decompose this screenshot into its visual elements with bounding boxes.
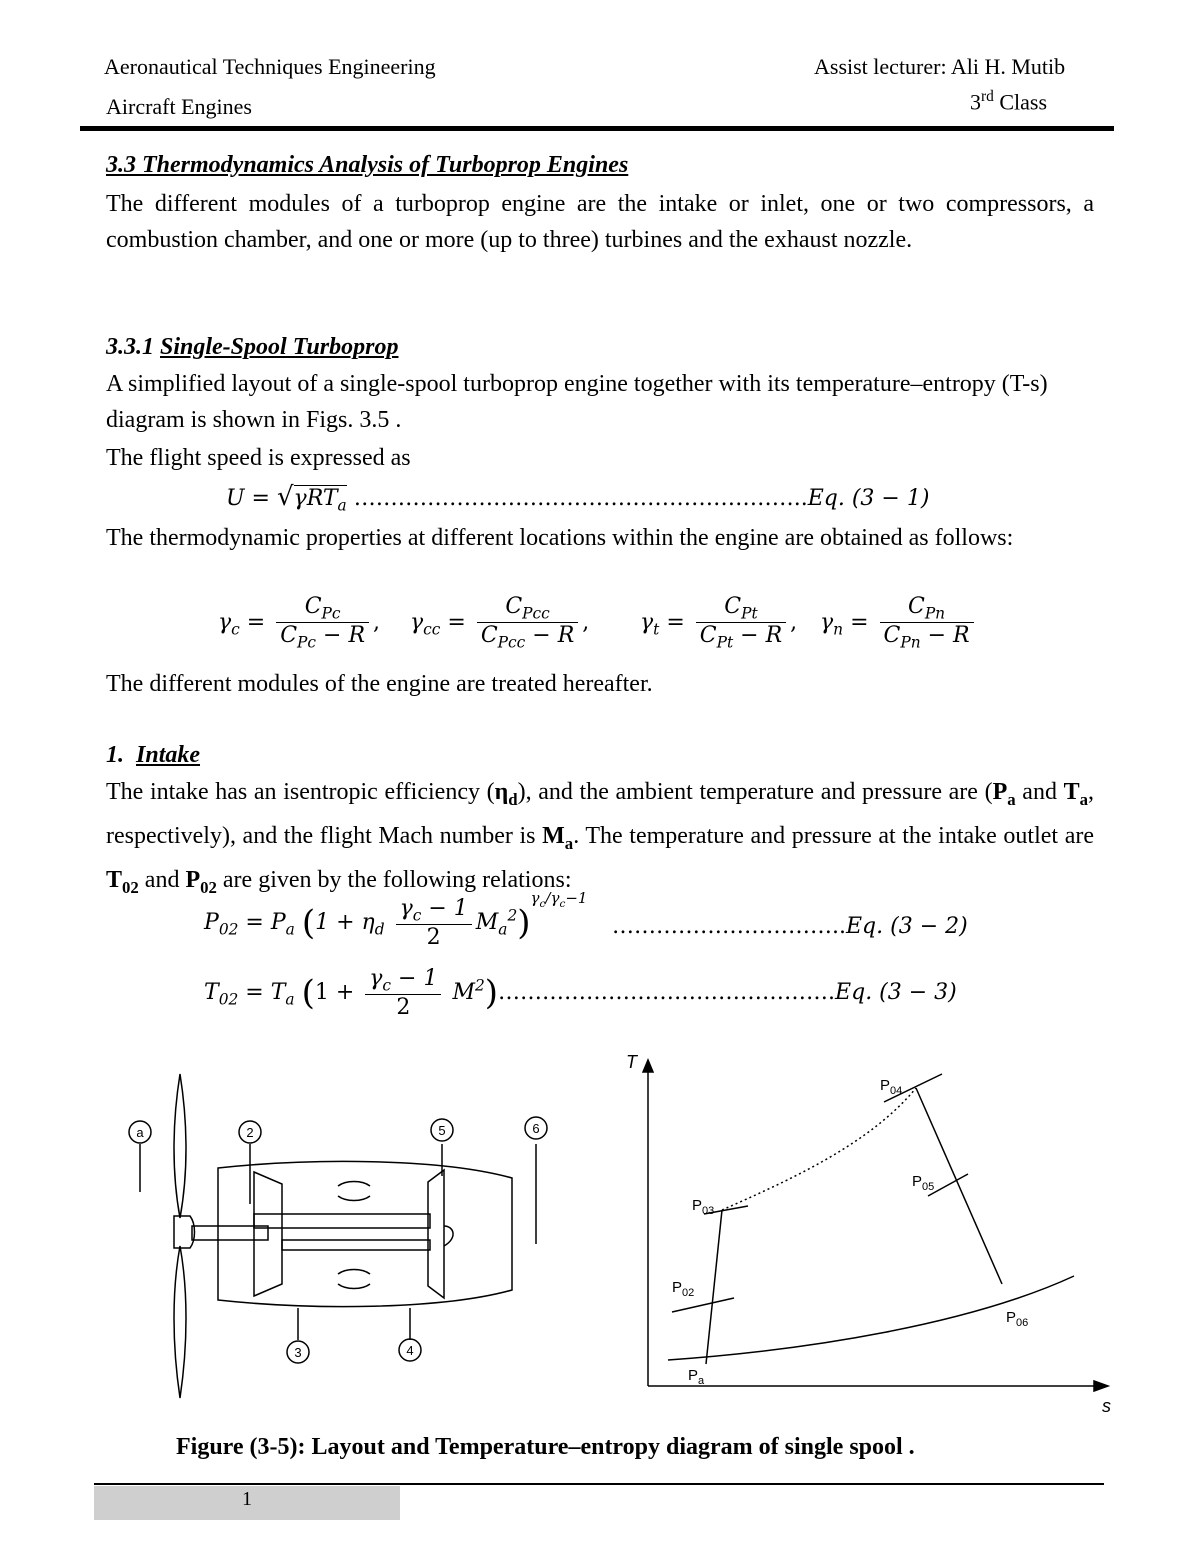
subsection-paragraph-4: The different modules of the engine are treated hereafter. <box>106 671 653 697</box>
point-pa: $P_a$ <box>688 1367 705 1387</box>
gamma-definition-n: $\gamma_n$ = $\frac{C_{Pn}}{C_{Pn} - R}$ <box>820 594 978 652</box>
equation-3-1: U = √γRT$_a$ ……………………………………………………..Eq. (3 − 1) <box>226 482 930 515</box>
subsection-paragraph-1: A simplified layout of a single-spool turboprop engine together with its temperature–entropy (T-s) diagram is shown in Figs. 3.5 . <box>106 371 1048 433</box>
combustion-process <box>722 1088 916 1210</box>
section-paragraph: The different modules of a turboprop engine are the intake or inlet, one or two compressors, a combustion chamber, and one or more (up to three) turbines and the exhaust nozzle. <box>106 191 1094 253</box>
header-course: Aeronautical Techniques Engineering <box>104 54 436 79</box>
header-class: 3rd Class <box>970 88 1048 115</box>
subsection-paragraph-3: The thermodynamic properties at different locations within the engine are obtained as follows: <box>106 525 1014 551</box>
header-lecturer: Assist lecturer: Ali H. Mutib <box>814 54 1066 79</box>
station-label-3: 3 <box>294 1345 302 1360</box>
exhaust-cone <box>444 1226 453 1246</box>
gamma-definition-t: $\gamma_t$ = $\frac{C_{Pt}}{C_{Pt} - R}$ , <box>640 594 798 652</box>
header-subject: Aircraft Engines <box>106 94 252 119</box>
point-p04: $P_{04}$ <box>880 1077 903 1097</box>
station-label-a: a <box>136 1125 144 1140</box>
equation-3-2: $P_{02} = P_a$ ($1 + \eta_d$ $\frac{\gamma_c - 1}{2}$ $M_a^2)^{\gamma_c/\gamma_c-1}$ <box>204 889 588 951</box>
ts-y-arrow <box>643 1060 653 1072</box>
ts-y-label: T <box>626 1052 637 1072</box>
engine-spool-inner <box>282 1240 430 1250</box>
equation-3-2-label: …………………………..Eq. (3 − 2) <box>612 914 968 939</box>
station-label-2: 2 <box>246 1125 254 1140</box>
turbine-disk <box>428 1170 444 1298</box>
section-title: 3.3 Thermodynamics Analysis of Turboprop Engines <box>106 152 629 178</box>
combustor-upper <box>338 1182 370 1201</box>
ts-diagram <box>610 1044 1130 1424</box>
point-p02: $P_{02}$ <box>672 1279 695 1299</box>
engine-layout-diagram <box>110 1064 570 1414</box>
ts-x-label: s <box>1102 1396 1111 1416</box>
figure-caption: Figure (3-5): Layout and Temperature–entropy diagram of single spool . <box>176 1434 915 1460</box>
point-p05: $P_{05}$ <box>912 1173 935 1193</box>
equation-3-3: $T_{02} = T_a$ (1 + $\frac{\gamma_c - 1}{2}$ $M^2)\dots\dots\dots\dots\dots\dots\dots\dots\dots\dots\dots\dots\dots\dots\dots.Eq$. (3 − 3) <box>204 966 957 1021</box>
header-rule <box>80 126 1114 131</box>
gamma-definition-cc: $\gamma_{cc}$ = $\frac{C_{Pcc}}{C_{Pcc} - R}$ , <box>410 594 590 652</box>
point-p06: $P_{06}$ <box>1006 1309 1029 1329</box>
intake-paragraph: The intake has an isentropic efficiency $(\eta_d)$, and the ambient temperature and pressure are ($P_a$ and $T_a$, respectively), and the flight Mach number is $M_a$. The temperature and pressure at the intake outlet are $T_{02}$ and $P_{02}$ are given by the following relations: <box>106 779 1094 897</box>
page-number: 1 <box>242 1488 252 1510</box>
gamma-definition-c: $\gamma_c$ = $\frac{C_{Pc}}{C_{Pc} - R}$ , <box>218 594 381 652</box>
footer-rule <box>94 1483 1104 1485</box>
propeller-blade-upper <box>174 1074 186 1218</box>
station-label-6: 6 <box>532 1121 540 1136</box>
isobar-p02 <box>672 1298 734 1312</box>
engine-spool <box>254 1214 430 1228</box>
compression-process <box>706 1210 722 1364</box>
subsection-paragraph-2: The flight speed is expressed as <box>106 445 411 471</box>
subsection-title: 3.3.1 Single-Spool Turboprop <box>106 334 399 360</box>
ts-x-arrow <box>1094 1381 1108 1391</box>
station-label-5: 5 <box>438 1123 446 1138</box>
intake-heading: 1. Intake <box>106 742 201 768</box>
combustor-lower <box>338 1270 370 1289</box>
propeller-blade-lower <box>174 1246 186 1398</box>
station-label-4: 4 <box>406 1343 414 1358</box>
point-p03: $P_{03}$ <box>692 1197 715 1217</box>
